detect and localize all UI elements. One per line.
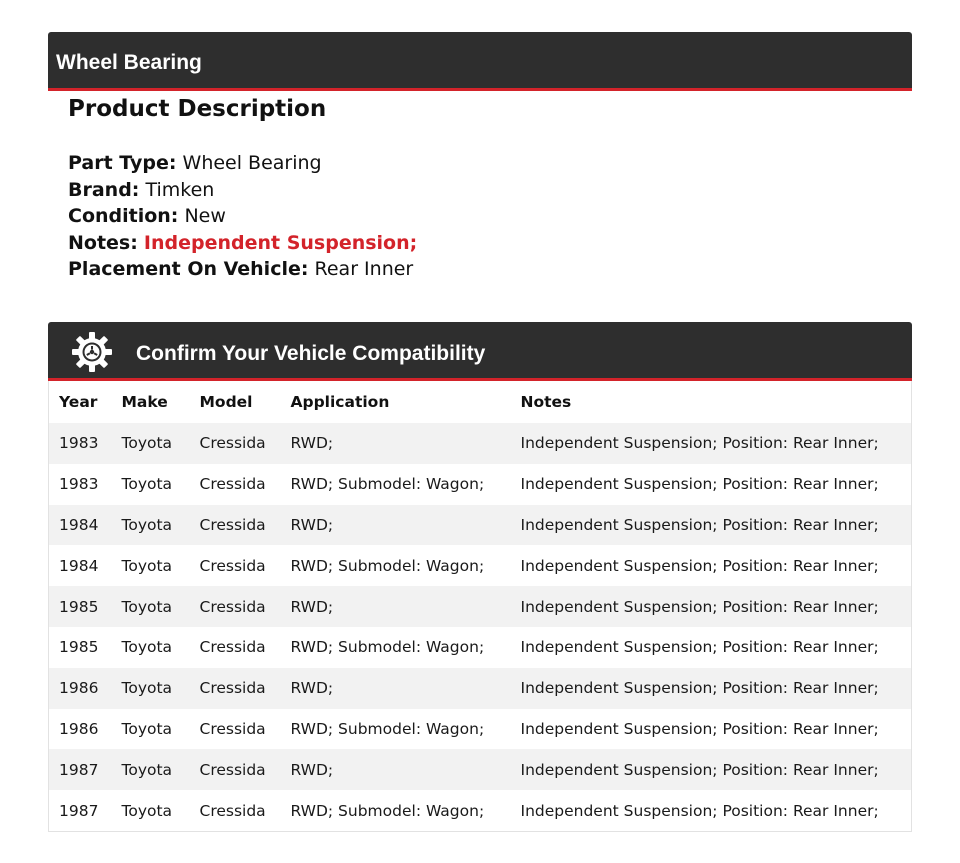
cell-model: Cressida [190, 709, 281, 750]
column-header-year: Year [49, 381, 112, 423]
product-header-bar [48, 32, 912, 91]
cell-application: RWD; [281, 586, 511, 627]
cell-year: 1984 [49, 505, 112, 546]
column-header-application: Application [281, 381, 511, 423]
cell-notes: Independent Suspension; Position: Rear Inner; [511, 586, 912, 627]
cell-model: Cressida [190, 545, 281, 586]
spec-label: Notes: [68, 231, 138, 254]
spec-value: Rear Inner [314, 258, 414, 280]
spec-list [68, 150, 417, 283]
cell-make: Toyota [112, 464, 190, 505]
table-body [49, 423, 912, 831]
cell-make: Toyota [112, 423, 190, 464]
product-description-heading: Product Description [68, 96, 327, 122]
spec-label: Placement On Vehicle: [68, 258, 309, 280]
cell-application: RWD; [281, 505, 511, 546]
column-header-model: Model [190, 381, 281, 423]
cell-notes: Independent Suspension; Position: Rear Inner; [511, 668, 912, 709]
cell-application: RWD; Submodel: Wagon; [281, 790, 511, 831]
table-row [49, 709, 912, 750]
table-row [49, 627, 912, 668]
cell-make: Toyota [112, 627, 190, 668]
cell-make: Toyota [112, 586, 190, 627]
cell-notes: Independent Suspension; Position: Rear Inner; [511, 505, 912, 546]
cell-model: Cressida [190, 749, 281, 790]
spec-placement [68, 256, 417, 283]
spec-label: Part Type: [68, 152, 177, 174]
spec-condition [68, 203, 417, 230]
table-row [49, 668, 912, 709]
table-row [49, 505, 912, 546]
product-title: Wheel Bearing [56, 51, 202, 74]
cell-year: 1986 [49, 709, 112, 750]
table-row [49, 790, 912, 831]
cell-year: 1986 [49, 668, 112, 709]
spec-brand [68, 177, 417, 204]
cell-make: Toyota [112, 545, 190, 586]
cell-make: Toyota [112, 709, 190, 750]
cell-model: Cressida [190, 790, 281, 831]
cell-year: 1985 [49, 627, 112, 668]
cell-application: RWD; Submodel: Wagon; [281, 627, 511, 668]
cell-make: Toyota [112, 790, 190, 831]
cell-model: Cressida [190, 586, 281, 627]
spec-value-highlight: Independent Suspension; [143, 231, 418, 254]
spec-value: New [184, 205, 226, 227]
cell-model: Cressida [190, 668, 281, 709]
cell-notes: Independent Suspension; Position: Rear Inner; [511, 627, 912, 668]
cell-make: Toyota [112, 505, 190, 546]
cell-model: Cressida [190, 464, 281, 505]
cell-year: 1985 [49, 586, 112, 627]
table-row [49, 545, 912, 586]
cell-make: Toyota [112, 749, 190, 790]
cell-make: Toyota [112, 668, 190, 709]
cell-model: Cressida [190, 423, 281, 464]
cell-notes: Independent Suspension; Position: Rear Inner; [511, 545, 912, 586]
table-header-row [49, 381, 912, 423]
cell-application: RWD; Submodel: Wagon; [281, 709, 511, 750]
cell-application: RWD; Submodel: Wagon; [281, 464, 511, 505]
table-row [49, 423, 912, 464]
cell-notes: Independent Suspension; Position: Rear Inner; [511, 709, 912, 750]
cell-application: RWD; Submodel: Wagon; [281, 545, 511, 586]
cell-application: RWD; [281, 749, 511, 790]
cell-year: 1984 [49, 545, 112, 586]
cell-model: Cressida [190, 505, 281, 546]
table-row [49, 749, 912, 790]
spec-value: Timken [145, 178, 215, 201]
table-row [49, 586, 912, 627]
table-row [49, 464, 912, 505]
column-header-notes: Notes [511, 381, 912, 423]
cell-notes: Independent Suspension; Position: Rear Inner; [511, 423, 912, 464]
spec-part-type [68, 150, 417, 177]
cell-notes: Independent Suspension; Position: Rear Inner; [511, 749, 912, 790]
cell-year: 1987 [49, 749, 112, 790]
spec-value: Wheel Bearing [182, 152, 322, 174]
spec-label: Brand: [68, 178, 140, 201]
compatibility-header-bar [48, 322, 912, 381]
cell-application: RWD; [281, 668, 511, 709]
spec-label: Condition: [68, 205, 179, 227]
compatibility-title: Confirm Your Vehicle Compatibility [136, 342, 486, 365]
cell-notes: Independent Suspension; Position: Rear Inner; [511, 790, 912, 831]
cell-year: 1983 [49, 464, 112, 505]
gear-car-icon [70, 330, 114, 374]
cell-year: 1987 [49, 790, 112, 831]
column-header-make: Make [112, 381, 190, 423]
cell-model: Cressida [190, 627, 281, 668]
compatibility-table [48, 381, 912, 832]
spec-notes [68, 230, 417, 257]
cell-application: RWD; [281, 423, 511, 464]
cell-year: 1983 [49, 423, 112, 464]
cell-notes: Independent Suspension; Position: Rear Inner; [511, 464, 912, 505]
